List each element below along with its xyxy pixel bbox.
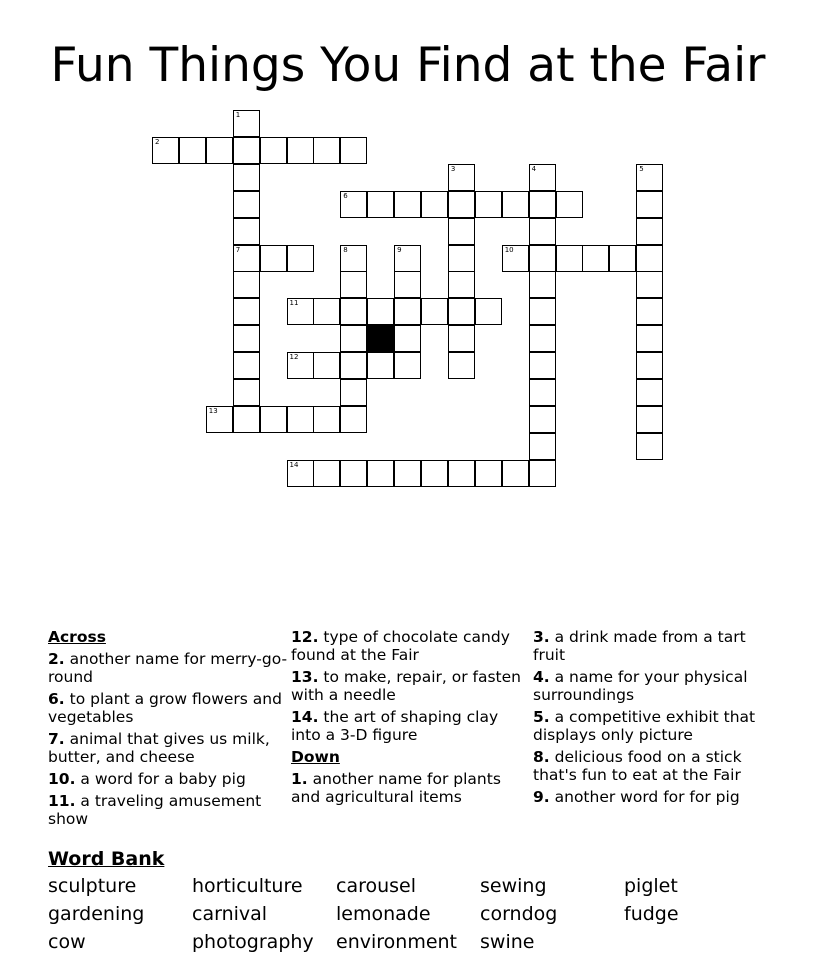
grid-cell[interactable] — [233, 137, 260, 164]
grid-cell[interactable] — [233, 325, 260, 352]
down-clue-8 — [533, 748, 773, 784]
grid-cell[interactable] — [233, 298, 260, 325]
grid-cell[interactable] — [152, 137, 179, 164]
across-clue-12 — [291, 628, 531, 664]
grid-cell[interactable] — [233, 164, 260, 191]
clues-column-1 — [48, 628, 288, 832]
across-heading: Across — [48, 628, 106, 646]
word-bank-item: corndog — [480, 903, 558, 925]
grid-cell[interactable] — [206, 137, 233, 164]
black-square — [367, 325, 394, 352]
grid-cell[interactable] — [313, 137, 340, 164]
grid-cell[interactable] — [529, 271, 556, 298]
across-clue-10 — [48, 770, 288, 788]
grid-cell[interactable] — [340, 352, 367, 379]
grid-cell[interactable] — [394, 460, 421, 487]
clue-number-label: 6 — [343, 191, 348, 200]
grid-cell[interactable] — [636, 352, 663, 379]
word-bank-item: carnival — [192, 903, 268, 925]
word-bank-item: sewing — [480, 875, 547, 897]
clue-text: type of chocolate candy found at the Fair — [291, 628, 510, 664]
clue-number-label: 4 — [531, 164, 537, 173]
clue-number: 3. — [533, 628, 550, 646]
word-bank-item: cow — [48, 931, 86, 953]
grid-cell[interactable] — [636, 191, 663, 218]
grid-cell[interactable] — [260, 137, 287, 164]
clue-text: a drink made from a tart fruit — [533, 628, 746, 664]
grid-cell[interactable] — [260, 245, 287, 272]
clue-number-label: 10 — [504, 245, 514, 254]
grid-cell[interactable] — [233, 352, 260, 379]
grid-cell[interactable] — [448, 191, 475, 218]
clue-number: 12. — [291, 628, 319, 646]
clue-number-label: 1 — [235, 111, 241, 119]
grid-cell[interactable] — [340, 298, 367, 325]
clue-text: another word for for pig — [554, 788, 740, 806]
grid-cell[interactable] — [529, 460, 556, 487]
down-clue-3 — [533, 628, 773, 664]
clue-number: 8. — [533, 748, 550, 766]
clue-number-label: 13 — [208, 406, 218, 415]
grid-cell[interactable] — [636, 433, 663, 460]
grid-cell[interactable] — [475, 460, 502, 487]
grid-cell[interactable] — [529, 433, 556, 460]
grid-cell[interactable] — [394, 325, 421, 352]
grid-cell[interactable] — [394, 191, 421, 218]
clues-column-3 — [533, 628, 773, 810]
clue-text: delicious food on a stick that's fun to eat at the Fair — [533, 748, 742, 784]
across-clue-6 — [48, 690, 288, 726]
clue-number-label: 8 — [343, 245, 348, 254]
clue-number: 13. — [291, 668, 319, 686]
grid-cell[interactable] — [394, 245, 421, 272]
grid-cell[interactable] — [233, 110, 260, 137]
grid-cell[interactable] — [313, 352, 340, 379]
word-bank-item: sculpture — [48, 875, 137, 897]
clue-number-label: 14 — [289, 460, 299, 469]
clue-number: 14. — [291, 708, 319, 726]
grid-cell[interactable] — [421, 460, 448, 487]
grid-cell[interactable] — [448, 245, 475, 272]
clue-number: 7. — [48, 730, 65, 748]
word-bank-item: carousel — [336, 875, 417, 897]
grid-cell[interactable] — [394, 352, 421, 379]
grid-cell[interactable] — [179, 137, 206, 164]
word-bank-item: lemonade — [336, 903, 431, 925]
grid-cell[interactable] — [287, 298, 314, 325]
grid-cell[interactable] — [233, 245, 260, 272]
grid-cell[interactable] — [636, 325, 663, 352]
word-bank-title: Word Bank — [48, 848, 165, 870]
clue-number: 9. — [533, 788, 550, 806]
grid-cell[interactable] — [529, 379, 556, 406]
grid-cell[interactable] — [636, 298, 663, 325]
grid-cell[interactable] — [340, 245, 367, 272]
grid-cell[interactable] — [367, 352, 394, 379]
clue-text: another name for merry-go-round — [48, 650, 288, 686]
grid-cell[interactable] — [233, 218, 260, 245]
across-clue-14 — [291, 708, 531, 744]
down-clue-5 — [533, 708, 773, 744]
down-clue-1 — [291, 770, 531, 806]
grid-cell[interactable] — [340, 191, 367, 218]
grid-cell[interactable] — [502, 245, 529, 272]
grid-cell[interactable] — [340, 406, 367, 433]
grid-cell[interactable] — [529, 298, 556, 325]
clue-number-label: 5 — [639, 164, 644, 173]
clue-number: 6. — [48, 690, 65, 708]
grid-cell[interactable] — [367, 191, 394, 218]
grid-cell[interactable] — [636, 406, 663, 433]
grid-cell[interactable] — [394, 298, 421, 325]
grid-cell[interactable] — [367, 460, 394, 487]
page-title: Fun Things You Find at the Fair — [50, 38, 766, 93]
grid-cell[interactable] — [421, 298, 448, 325]
across-clue-11 — [48, 792, 288, 828]
grid-cell[interactable] — [233, 271, 260, 298]
grid-cell[interactable] — [556, 245, 583, 272]
grid-cell[interactable] — [475, 191, 502, 218]
grid-cell[interactable] — [340, 271, 367, 298]
grid-cell[interactable] — [394, 271, 421, 298]
clue-text: a word for a baby pig — [80, 770, 246, 788]
clue-text: to plant a grow flowers and vegetables — [48, 690, 282, 726]
grid-cell[interactable] — [448, 271, 475, 298]
word-bank-item: fudge — [624, 903, 679, 925]
grid-cell[interactable] — [502, 460, 529, 487]
down-clue-4 — [533, 668, 773, 704]
grid-cell[interactable] — [340, 137, 367, 164]
grid-cell[interactable] — [448, 218, 475, 245]
grid-cell[interactable] — [340, 379, 367, 406]
word-bank-item: gardening — [48, 903, 145, 925]
grid-cell[interactable] — [529, 218, 556, 245]
grid-cell[interactable] — [448, 298, 475, 325]
grid-cell[interactable] — [529, 245, 556, 272]
grid-cell[interactable] — [367, 298, 394, 325]
clue-number: 4. — [533, 668, 550, 686]
clue-number: 1. — [291, 770, 308, 788]
grid-cell[interactable] — [287, 137, 314, 164]
down-heading: Down — [291, 748, 340, 766]
clue-number: 11. — [48, 792, 76, 810]
grid-cell[interactable] — [260, 406, 287, 433]
grid-cell[interactable] — [636, 218, 663, 245]
grid-cell[interactable] — [556, 191, 583, 218]
clue-number-label: 11 — [289, 299, 299, 308]
across-clue-7 — [48, 730, 288, 766]
grid-cell[interactable] — [448, 352, 475, 379]
word-bank-item: piglet — [624, 875, 678, 897]
word-bank-item: horticulture — [192, 875, 303, 897]
grid-cell[interactable] — [287, 245, 314, 272]
grid-cell[interactable] — [340, 325, 367, 352]
grid-cell[interactable] — [529, 352, 556, 379]
clues-column-2 — [291, 628, 531, 810]
clue-number-label: 2 — [155, 137, 160, 146]
across-clue-13 — [291, 668, 531, 704]
clue-text: a name for your physical surroundings — [533, 668, 748, 704]
grid-cell[interactable] — [636, 164, 663, 191]
grid-cell[interactable] — [475, 298, 502, 325]
grid-cell[interactable] — [529, 164, 556, 191]
grid-cell[interactable] — [636, 245, 663, 272]
grid-cell[interactable] — [287, 352, 314, 379]
clue-number: 2. — [48, 650, 65, 668]
grid-cell[interactable] — [421, 191, 448, 218]
grid-cell[interactable] — [233, 379, 260, 406]
word-bank-item: environment — [336, 931, 458, 953]
down-clue-9 — [533, 788, 773, 806]
clue-number: 5. — [533, 708, 550, 726]
word-bank-item: swine — [480, 931, 535, 953]
clue-text: to make, repair, or fasten with a needle — [291, 668, 521, 704]
grid-cell[interactable] — [340, 460, 367, 487]
grid-cell[interactable] — [636, 271, 663, 298]
grid-cell[interactable] — [233, 406, 260, 433]
grid-cell[interactable] — [287, 406, 314, 433]
clue-number: 10. — [48, 770, 76, 788]
clue-number-label: 9 — [397, 245, 402, 254]
grid-cell[interactable] — [636, 379, 663, 406]
grid-cell[interactable] — [313, 406, 340, 433]
clue-text: a traveling amusement show — [48, 792, 262, 828]
grid-cell[interactable] — [313, 460, 340, 487]
grid-cell[interactable] — [233, 191, 260, 218]
clue-text: another name for plants and agricultural items — [291, 770, 501, 806]
grid-cell[interactable] — [529, 325, 556, 352]
clue-number-label: 3 — [450, 164, 456, 173]
grid-cell[interactable] — [529, 191, 556, 218]
clue-text: a competitive exhibit that displays only picture — [533, 708, 756, 744]
clue-text: the art of shaping clay into a 3-D figure — [291, 708, 499, 744]
clue-text: animal that gives us milk, butter, and cheese — [48, 730, 270, 766]
grid-cell[interactable] — [502, 191, 529, 218]
grid-cell[interactable] — [582, 245, 609, 272]
grid-cell[interactable] — [609, 245, 636, 272]
clue-number-label: 12 — [289, 353, 299, 362]
across-clue-2 — [48, 650, 288, 686]
word-bank-item: photography — [192, 931, 314, 953]
grid-cell[interactable] — [529, 406, 556, 433]
grid-cell[interactable] — [313, 298, 340, 325]
grid-cell[interactable] — [287, 460, 314, 487]
grid-cell[interactable] — [448, 325, 475, 352]
grid-cell[interactable] — [448, 164, 475, 191]
clue-number-label: 7 — [235, 245, 241, 254]
grid-cell[interactable] — [448, 460, 475, 487]
grid-cell[interactable] — [206, 406, 233, 433]
